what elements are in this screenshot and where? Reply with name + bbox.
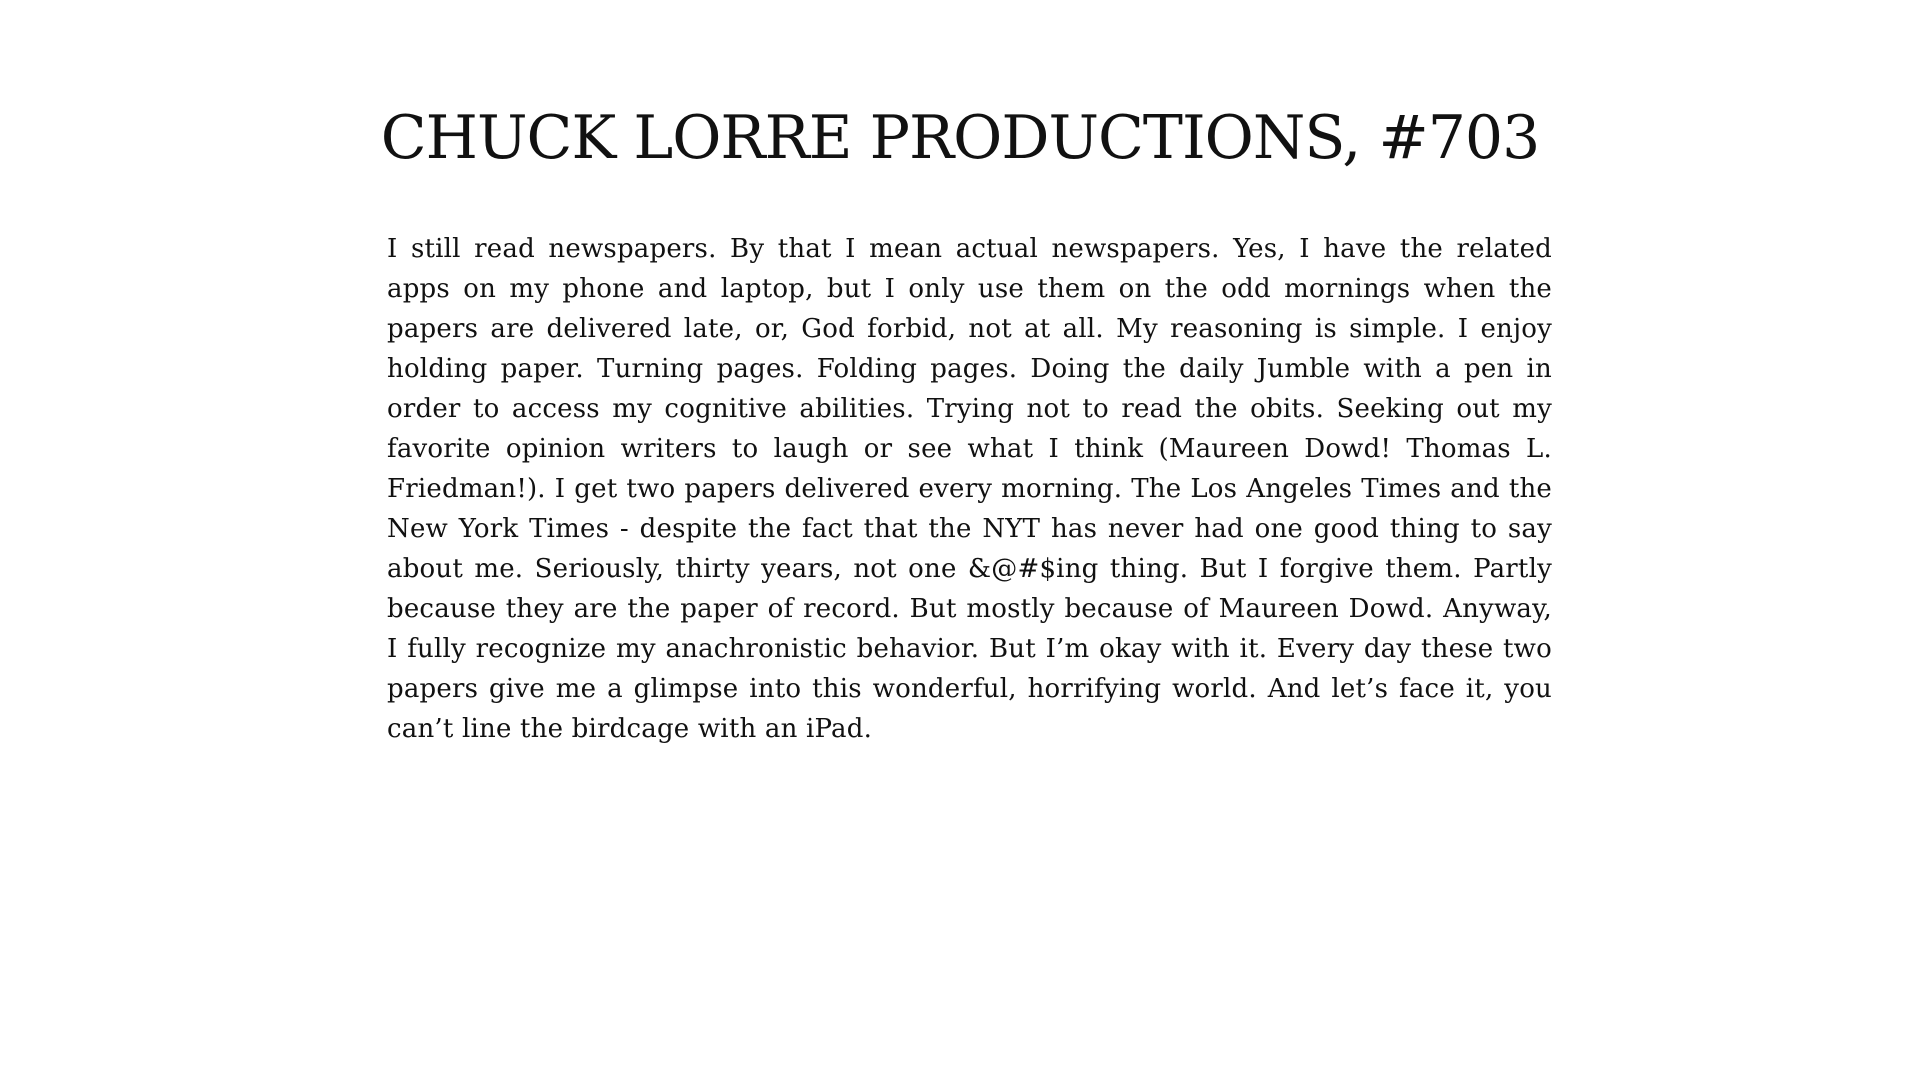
page-title: CHUCK LORRE PRODUCTIONS, #703 [380, 103, 1540, 173]
body-paragraph: I still read newspapers. By that I mean actual newspapers. Yes, I have the related apps on my phone and laptop, but I only use them on the odd mornings when the papers are delivered late, or, God forbid, not at all. My reasoning is simple. I enjoy holding paper. Turning pages. Folding pages. Doing the daily Jumble with a pen in order to access my cognitive abilities. Trying not to read the obits. Seeking out my favorite opinion writers to laugh or see what I think (Maureen Dowd! Thomas L. Friedman!). I get two papers delivered every morning. The Los Angeles Times and the New York Times - despite the fact that the NYT has never had one good thing to say about me. Seriously, thirty years, not one &@#$ing thing. But I forgive them. Partly because they are the paper of record. But mostly because of Maureen Dowd. Anyway, I fully recognize my anachronistic behavior. But I’m okay with it. Every day these two papers give me a glimpse into this wonderful, horrifying world. And let’s face it, you can’t line the birdcage with an iPad. [387, 234, 1552, 744]
